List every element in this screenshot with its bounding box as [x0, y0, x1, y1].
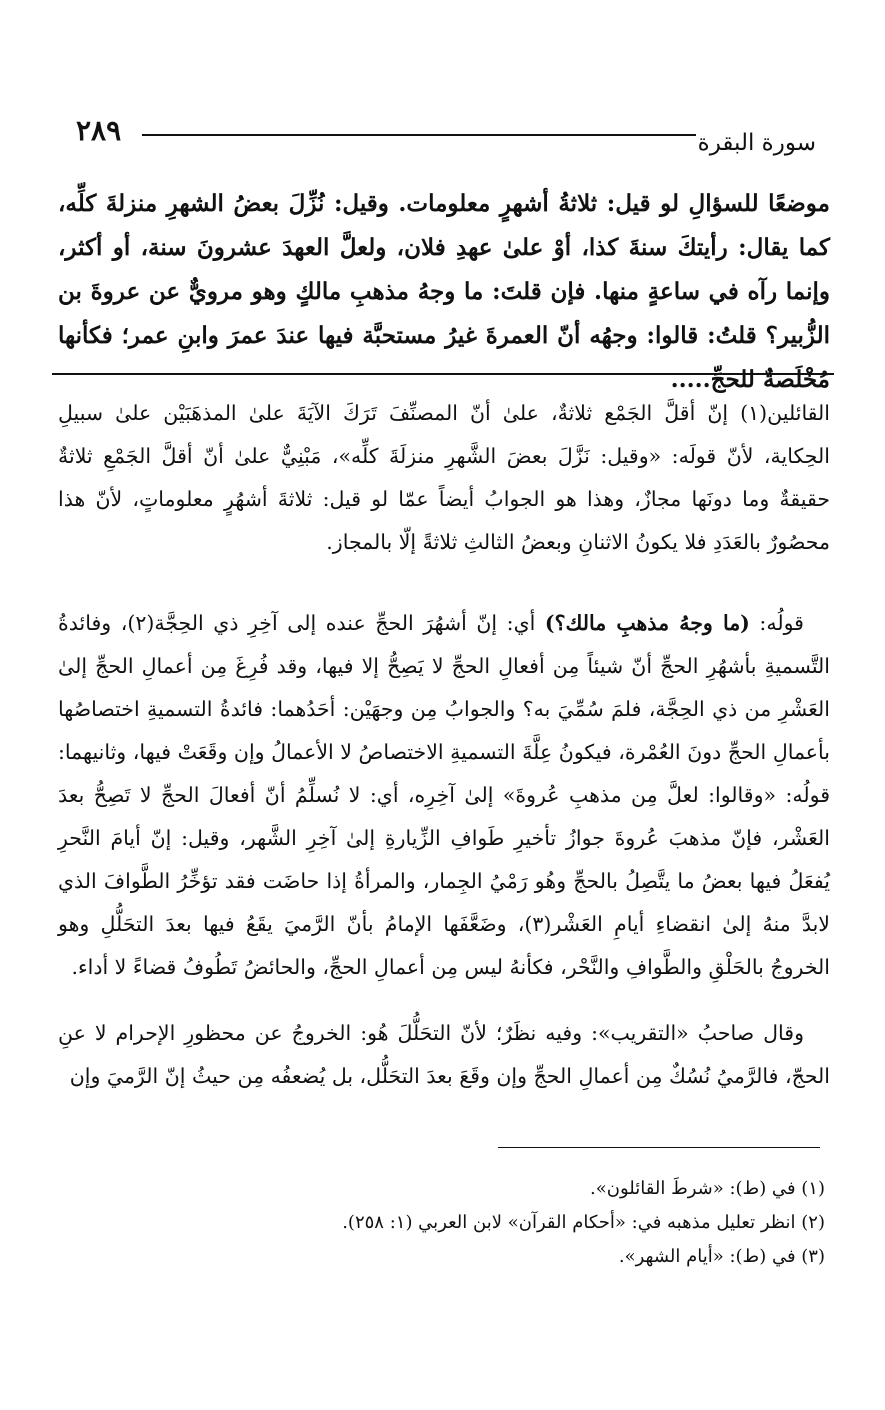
commentary-paragraph-1 — [58, 392, 830, 564]
commentary-lead: قولُه: — [749, 611, 804, 635]
surah-name: سورة البقرة — [697, 130, 816, 156]
footnote-1: (١) في (ط): «شرطَ القائلون». — [590, 1178, 825, 1199]
commentary-paragraph-2 — [58, 602, 830, 989]
commentary-text-2 — [58, 602, 830, 989]
footnotes — [125, 1172, 825, 1274]
commentary-text-3: وقال صاحبُ «التقريب»: وفيه نظَرٌ؛ لأنّ التحَلُّلَ هُو: الخروجُ عن محظورِ الإحرام لا عنِ الحجّ، فالرَّميُ نُسُكٌ مِن أعمالِ الحجِّ وإن وقَعَ بعدَ التحَلُّل، بل يُضعفُه مِن حيثُ إنّ الرَّميَ وإن — [58, 1021, 830, 1088]
commentary-body: أي: إنّ أشهُرَ الحجِّ عنده إلى آخِرِ ذي الحِجَّة(٢)، وفائدةُ التَّسميةِ بأشهُرِ الحجِّ أنّ شيئاً مِن أفعالِ الحجِّ لا يَصِحُّ إلا فيها، وقد فُرِغَ مِن أعمالِ الحجِّ إلىٰ العَشْرِ من ذي الحِجَّة، فلمَ سُمِّيَ به؟ والجوابُ مِن وجهَيْن: أحَدُهما: فائدةُ التسميةِ اختصاصُها بأعمالِ الحجِّ دونَ العُمْرة، فيكونُ عِلَّةَ التسميةِ الاختصاصُ لا الأعمالُ وإن وقَعَتْ فيها، وثانيهما: قولُه: «وقالوا: لعلَّ مِن مذهبِ عُروةَ» إلىٰ آخِرِه، أي: لا نُسلِّمُ أنّ أفعالَ الحجِّ لا تَصِحُّ بعدَ العَشْر، فإنّ مذهبَ عُروةَ جوازُ تأخيرِ طَوافِ الزِّيارةِ إلىٰ آخِرِ الشَّهر، وقيل: إنّ أيامَ النَّحرِ يُفعَلُ فيها بعضُ ما يتَّصِلُ بالحجِّ وهُو رَمْيُ الجِمار، والمرأةُ إذا حاضَت فقد تؤخِّرُ الطَّوافَ الذي لابدَّ منهُ إلىٰ انقضاءِ أيامِ العَشْر(٣)، وضَعَّفَها الإمامُ بأنّ الرَّميَ يقَعُ فيها بعدَ التحَلُّلِ وهو الخروجُ بالحَلْقِ والطَّوافِ والنَّحْر، فكأنهُ ليس مِن أعمالِ الحجِّ، والحائضُ تَطُوفُ قضاءً لا أداء. — [58, 611, 830, 979]
footnote-2: (٢) انظر تعليل مذهبه في: «أحكام القرآن» لابن العربي (١: ٢٥٨). — [342, 1212, 825, 1233]
main-text-divider — [52, 373, 834, 375]
header-rule — [142, 134, 696, 136]
footnote-divider — [498, 1147, 820, 1148]
footnote-3: (٣) في (ط): «أيام الشهر». — [618, 1246, 825, 1267]
main-text-content: موضعًا للسؤالِ لو قيل: ثلاثةُ أشهرٍ معلومات. وقيل: نُزِّلَ بعضُ الشهرِ منزلةَ كلِّه، كما يقال: رأيتكَ سنةَ كذا، أوْ علىٰ عهدِ فلان، ولعلَّ العهدَ عشرونَ سنة، أو أكثر، وإنما رآه في ساعةٍ منها. فإن قلتَ: ما وجهُ مذهبِ مالكٍ وهو مرويٌّ عن عروةَ بن الزُّبير؟ قلتُ: قالوا: وجهُه أنّ العمرةَ غيرُ مستحبَّة فيها عندَ عمرَ وابنِ عمر؛ فكأنها مُخْلَصةٌ للحجِّ..... — [58, 190, 830, 393]
commentary-paragraph-3 — [58, 1012, 830, 1098]
main-text — [58, 182, 830, 402]
page-number: ٢٨٩ — [76, 114, 122, 147]
page-header — [76, 112, 816, 160]
quoted-matn-phrase: (ما وجهُ مذهبِ مالك؟) — [544, 611, 750, 635]
commentary-text-1: القائلين(١) إنّ أقلَّ الجَمْع ثلاثةٌ، علىٰ أنّ المصنِّفَ تَرَكَ الآيَةَ علىٰ المذهَبَيْن علىٰ سبيلِ الحِكاية، لأنّ قولَه: «وقيل: نَزَّلَ بعضَ الشَّهرِ منزلَةَ كلِّه»، مَبْنِيٌّ علىٰ أنّ أقلَّ الجَمْعِ ثلاثةٌ حقيقةٌ وما دونَها مجازٌ، وهذا هو الجوابُ أيضاً عمّا لو قيل: ثلاثةَ أشهُرٍ معلوماتٍ، لأنّ هذا محصُورٌ بالعَدَدِ فلا يكونُ الاثنانِ وبعضُ الثالثِ ثلاثةً إلّا بالمجاز. — [58, 401, 830, 554]
